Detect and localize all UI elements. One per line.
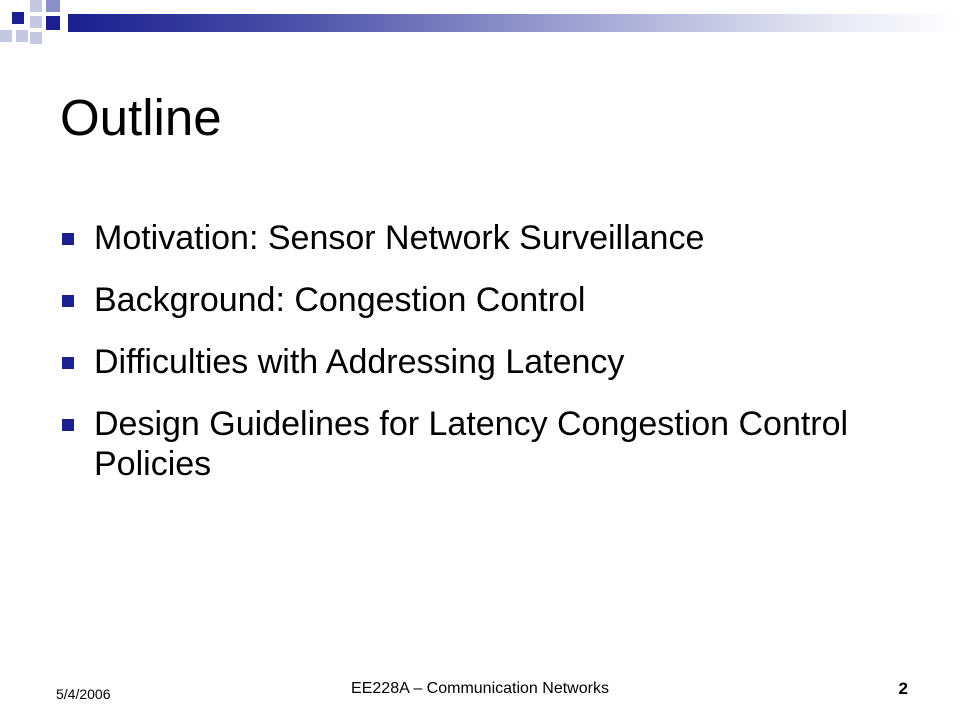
bullet-list <box>60 218 920 506</box>
bullet-item <box>60 280 920 320</box>
header-square-decoration <box>30 0 42 12</box>
bullet-text: Background: Congestion Control <box>94 281 586 319</box>
header-square-decoration <box>30 16 42 28</box>
square-bullet-icon <box>62 233 74 245</box>
slide-title: Outline <box>60 89 222 146</box>
bullet-text: Motivation: Sensor Network Surveillance <box>94 219 705 257</box>
slide-number: 2 <box>898 679 908 698</box>
bullet-item <box>60 342 920 382</box>
square-bullet-icon <box>62 419 74 431</box>
bullet-item <box>60 218 920 258</box>
header-square-decoration <box>12 12 24 24</box>
header-square-decoration <box>0 30 12 42</box>
footer-course-title: EE228A – Communication Networks <box>351 680 609 697</box>
header-square-decoration <box>46 16 60 30</box>
header-square-decoration <box>30 32 42 44</box>
square-bullet-icon <box>62 295 74 307</box>
header-square-decoration <box>46 0 60 12</box>
bullet-text: Difficulties with Addressing Latency <box>94 343 625 381</box>
bullet-item <box>60 404 920 484</box>
footer-date: 5/4/2006 <box>56 686 111 702</box>
square-bullet-icon <box>62 357 74 369</box>
header-gradient-bar <box>68 14 960 32</box>
bullet-text: Design Guidelines for Latency Congestion Control Policies <box>94 405 849 483</box>
header-square-decoration <box>16 30 28 42</box>
